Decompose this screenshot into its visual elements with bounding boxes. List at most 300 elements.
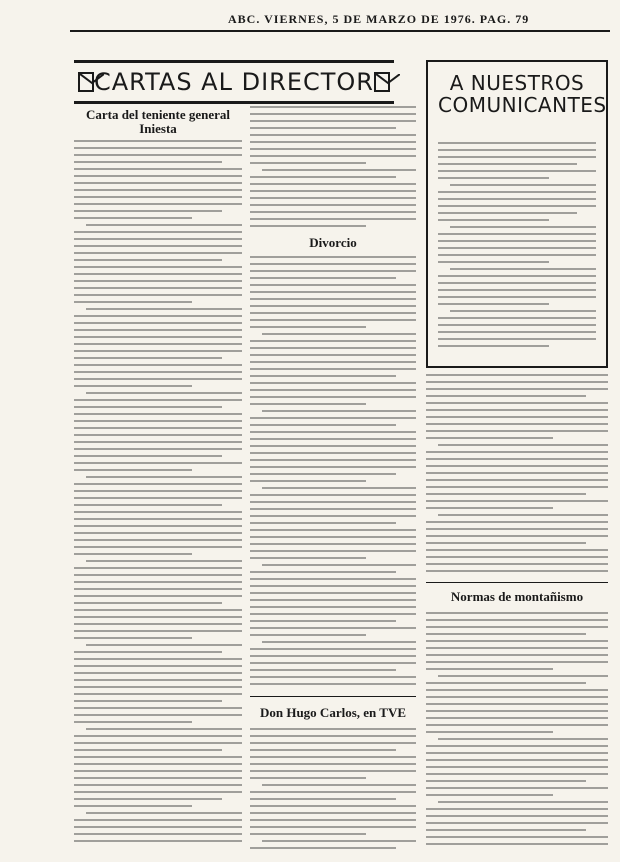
text-line-placeholder <box>438 801 608 803</box>
text-line-placeholder <box>250 445 416 447</box>
text-line-placeholder <box>426 654 608 656</box>
text-line-placeholder <box>74 742 242 744</box>
text-line-placeholder <box>74 546 242 548</box>
text-line-placeholder <box>250 354 416 356</box>
text-line-placeholder <box>426 689 608 691</box>
text-line-placeholder <box>426 766 608 768</box>
article-body-placeholder <box>426 374 608 577</box>
text-line-placeholder <box>426 423 608 425</box>
text-line-placeholder <box>74 497 242 499</box>
text-line-placeholder <box>86 476 242 478</box>
text-line-placeholder <box>426 808 608 810</box>
text-line-placeholder <box>74 161 222 163</box>
text-line-placeholder <box>74 231 242 233</box>
text-line-placeholder <box>426 815 608 817</box>
text-line-placeholder <box>74 581 242 583</box>
text-line-placeholder <box>250 347 416 349</box>
text-line-placeholder <box>438 205 596 207</box>
text-line-placeholder <box>250 298 416 300</box>
text-line-placeholder <box>250 113 416 115</box>
text-line-placeholder <box>74 462 242 464</box>
text-line-placeholder <box>262 641 416 643</box>
text-line-placeholder <box>438 247 596 249</box>
text-line-placeholder <box>426 451 608 453</box>
article-body-placeholder <box>74 140 242 847</box>
text-line-placeholder <box>74 252 242 254</box>
text-line-placeholder <box>250 211 416 213</box>
text-line-placeholder <box>74 658 242 660</box>
text-line-placeholder <box>74 511 242 513</box>
text-line-placeholder <box>250 389 416 391</box>
text-line-placeholder <box>86 728 242 730</box>
text-line-placeholder <box>74 147 242 149</box>
text-line-placeholder <box>74 805 192 807</box>
text-line-placeholder <box>250 676 416 678</box>
text-line-placeholder <box>250 501 416 503</box>
text-line-placeholder <box>426 829 586 831</box>
text-line-placeholder <box>250 627 416 629</box>
text-line-placeholder <box>250 148 416 150</box>
text-line-placeholder <box>86 308 242 310</box>
text-line-placeholder <box>74 287 242 289</box>
envelope-icon <box>78 72 94 92</box>
text-line-placeholder <box>74 301 192 303</box>
text-line-placeholder <box>74 469 192 471</box>
text-line-placeholder <box>74 280 242 282</box>
text-line-placeholder <box>426 647 608 649</box>
text-line-placeholder <box>250 225 366 227</box>
text-line-placeholder <box>74 651 222 653</box>
text-line-placeholder <box>250 361 416 363</box>
text-line-placeholder <box>250 599 416 601</box>
text-line-placeholder <box>74 483 242 485</box>
text-line-placeholder <box>250 452 416 454</box>
text-line-placeholder <box>250 805 416 807</box>
text-line-placeholder <box>426 416 608 418</box>
text-line-placeholder <box>74 763 242 765</box>
text-line-placeholder <box>74 623 242 625</box>
text-line-placeholder <box>426 703 608 705</box>
text-line-placeholder <box>250 522 396 524</box>
text-line-placeholder <box>438 303 549 305</box>
text-line-placeholder <box>74 630 242 632</box>
text-line-placeholder <box>250 176 396 178</box>
text-line-placeholder <box>438 317 596 319</box>
text-line-placeholder <box>74 721 192 723</box>
text-line-placeholder <box>426 535 608 537</box>
text-line-placeholder <box>74 385 192 387</box>
text-line-placeholder <box>426 780 586 782</box>
text-line-placeholder <box>262 333 416 335</box>
text-line-placeholder <box>74 427 242 429</box>
text-line-placeholder <box>74 504 222 506</box>
text-line-placeholder <box>426 822 608 824</box>
text-line-placeholder <box>74 448 242 450</box>
text-line-placeholder <box>426 633 586 635</box>
text-line-placeholder <box>250 134 416 136</box>
text-line-placeholder <box>74 700 222 702</box>
text-line-placeholder <box>438 149 596 151</box>
text-line-placeholder <box>250 127 396 129</box>
headline-hugo-carlos: Don Hugo Carlos, en TVE <box>259 705 407 720</box>
text-line-placeholder <box>426 696 608 698</box>
text-line-placeholder <box>262 784 416 786</box>
text-line-placeholder <box>250 494 416 496</box>
text-line-placeholder <box>74 350 242 352</box>
text-line-placeholder <box>250 529 416 531</box>
text-line-placeholder <box>250 277 396 279</box>
headline-montanismo: Normas de montañismo <box>450 589 584 604</box>
text-line-placeholder <box>250 735 416 737</box>
text-line-placeholder <box>250 571 396 573</box>
text-line-placeholder <box>426 458 608 460</box>
text-line-placeholder <box>438 338 596 340</box>
text-line-placeholder <box>438 163 577 165</box>
text-line-placeholder <box>426 717 608 719</box>
text-line-placeholder <box>438 177 549 179</box>
text-line-placeholder <box>250 396 416 398</box>
text-line-placeholder <box>250 141 416 143</box>
text-line-placeholder <box>426 500 608 502</box>
text-line-placeholder <box>426 409 608 411</box>
text-line-placeholder <box>426 465 608 467</box>
text-line-placeholder <box>250 819 416 821</box>
text-line-placeholder <box>74 441 242 443</box>
text-line-placeholder <box>74 672 242 674</box>
text-line-placeholder <box>426 836 608 838</box>
text-line-placeholder <box>426 479 608 481</box>
text-line-placeholder <box>250 728 416 730</box>
text-line-placeholder <box>426 570 608 572</box>
text-line-placeholder <box>426 402 608 404</box>
text-line-placeholder <box>426 612 608 614</box>
text-line-placeholder <box>74 553 192 555</box>
text-line-placeholder <box>86 644 242 646</box>
text-line-placeholder <box>250 536 416 538</box>
text-line-placeholder <box>438 324 596 326</box>
text-line-placeholder <box>74 182 242 184</box>
text-line-placeholder <box>250 291 416 293</box>
text-line-placeholder <box>250 543 416 545</box>
text-line-placeholder <box>250 284 416 286</box>
text-line-placeholder <box>438 282 596 284</box>
notice-box-body-placeholder <box>438 142 596 352</box>
section-title: CARTAS AL DIRECTOR <box>94 68 374 96</box>
text-line-placeholder <box>250 382 416 384</box>
text-line-placeholder <box>250 431 416 433</box>
text-line-placeholder <box>426 381 608 383</box>
text-line-placeholder <box>74 315 242 317</box>
text-line-placeholder <box>426 486 608 488</box>
text-line-placeholder <box>262 840 416 842</box>
text-line-placeholder <box>426 507 553 509</box>
text-line-placeholder <box>86 392 242 394</box>
text-line-placeholder <box>250 683 416 685</box>
text-line-placeholder <box>250 508 416 510</box>
text-line-placeholder <box>250 270 416 272</box>
text-line-placeholder <box>438 738 608 740</box>
text-line-placeholder <box>250 592 416 594</box>
text-line-placeholder <box>426 710 608 712</box>
text-line-placeholder <box>438 156 596 158</box>
text-line-placeholder <box>250 120 416 122</box>
text-line-placeholder <box>262 487 416 489</box>
text-line-placeholder <box>250 826 416 828</box>
text-line-placeholder <box>74 637 192 639</box>
text-line-placeholder <box>74 714 242 716</box>
text-line-placeholder <box>250 557 366 559</box>
text-line-placeholder <box>250 190 416 192</box>
text-line-placeholder <box>74 175 242 177</box>
text-line-placeholder <box>74 770 242 772</box>
text-line-placeholder <box>74 784 242 786</box>
text-line-placeholder <box>74 364 242 366</box>
text-line-placeholder <box>250 756 416 758</box>
text-line-placeholder <box>438 219 549 221</box>
text-line-placeholder <box>250 578 416 580</box>
text-line-placeholder <box>250 812 416 814</box>
text-line-placeholder <box>250 368 416 370</box>
text-line-placeholder <box>74 791 242 793</box>
text-line-placeholder <box>426 759 608 761</box>
text-line-placeholder <box>250 417 416 419</box>
text-line-placeholder <box>74 154 242 156</box>
text-line-placeholder <box>250 106 416 108</box>
text-line-placeholder <box>74 371 242 373</box>
text-line-placeholder <box>250 319 416 321</box>
text-line-placeholder <box>438 289 596 291</box>
text-line-placeholder <box>426 556 608 558</box>
text-line-placeholder <box>74 238 242 240</box>
text-line-placeholder <box>426 472 608 474</box>
text-line-placeholder <box>438 296 596 298</box>
text-line-placeholder <box>250 847 396 849</box>
text-line-placeholder <box>74 357 222 359</box>
text-line-placeholder <box>426 542 586 544</box>
text-line-placeholder <box>250 480 366 482</box>
masthead-rule <box>70 30 610 32</box>
divider <box>426 582 608 583</box>
text-line-placeholder <box>74 196 242 198</box>
text-line-placeholder <box>74 189 242 191</box>
text-line-placeholder <box>250 620 396 622</box>
text-line-placeholder <box>450 226 596 228</box>
text-line-placeholder <box>74 413 242 415</box>
text-line-placeholder <box>74 336 242 338</box>
text-line-placeholder <box>250 155 416 157</box>
text-line-placeholder <box>74 798 222 800</box>
text-line-placeholder <box>438 212 577 214</box>
text-line-placeholder <box>74 399 242 401</box>
text-line-placeholder <box>250 197 416 199</box>
text-line-placeholder <box>426 682 586 684</box>
text-line-placeholder <box>74 490 242 492</box>
text-line-placeholder <box>74 273 242 275</box>
text-line-placeholder <box>438 275 596 277</box>
text-line-placeholder <box>426 493 586 495</box>
text-line-placeholder <box>250 218 416 220</box>
text-line-placeholder <box>74 455 222 457</box>
text-line-placeholder <box>74 434 242 436</box>
text-line-placeholder <box>250 305 416 307</box>
text-line-placeholder <box>426 619 608 621</box>
text-line-placeholder <box>250 648 416 650</box>
article-body-placeholder <box>250 106 416 232</box>
text-line-placeholder <box>438 142 596 144</box>
text-line-placeholder <box>250 438 416 440</box>
text-line-placeholder <box>250 833 366 835</box>
text-line-placeholder <box>250 183 416 185</box>
text-line-placeholder <box>86 560 242 562</box>
text-line-placeholder <box>426 745 608 747</box>
text-line-placeholder <box>74 294 242 296</box>
text-line-placeholder <box>250 791 416 793</box>
text-line-placeholder <box>438 331 596 333</box>
text-line-placeholder <box>426 731 553 733</box>
text-line-placeholder <box>250 466 416 468</box>
text-line-placeholder <box>250 326 366 328</box>
text-line-placeholder <box>438 240 596 242</box>
text-line-placeholder <box>74 266 242 268</box>
text-line-placeholder <box>250 424 396 426</box>
text-line-placeholder <box>426 374 608 376</box>
text-line-placeholder <box>438 254 596 256</box>
text-line-placeholder <box>250 662 416 664</box>
section-banner <box>74 60 394 104</box>
text-line-placeholder <box>74 819 242 821</box>
text-line-placeholder <box>438 444 608 446</box>
text-line-placeholder <box>250 585 416 587</box>
text-line-placeholder <box>250 473 396 475</box>
text-line-placeholder <box>74 616 242 618</box>
notice-box-title: A NUESTROS COMUNICANTES <box>438 71 607 117</box>
text-line-placeholder <box>250 459 416 461</box>
text-line-placeholder <box>438 170 596 172</box>
text-line-placeholder <box>250 669 396 671</box>
text-line-placeholder <box>74 665 242 667</box>
text-line-placeholder <box>250 655 416 657</box>
text-line-placeholder <box>250 798 396 800</box>
text-line-placeholder <box>74 329 242 331</box>
text-line-placeholder <box>74 378 242 380</box>
text-line-placeholder <box>74 588 242 590</box>
text-line-placeholder <box>74 343 242 345</box>
text-line-placeholder <box>250 606 416 608</box>
text-line-placeholder <box>426 752 608 754</box>
text-line-placeholder <box>426 437 553 439</box>
text-line-placeholder <box>426 724 608 726</box>
article-body-placeholder <box>250 256 416 690</box>
text-line-placeholder <box>74 245 242 247</box>
text-line-placeholder <box>438 261 549 263</box>
text-line-placeholder <box>74 826 242 828</box>
text-line-placeholder <box>262 410 416 412</box>
text-line-placeholder <box>74 539 242 541</box>
text-line-placeholder <box>426 549 608 551</box>
text-line-placeholder <box>250 749 396 751</box>
text-line-placeholder <box>74 567 242 569</box>
text-line-placeholder <box>86 812 242 814</box>
notice-box <box>426 60 608 368</box>
text-line-placeholder <box>438 345 549 347</box>
masthead: ABC. VIERNES, 5 DE MARZO DE 1976. PAG. 79 <box>228 12 530 26</box>
text-line-placeholder <box>74 259 222 261</box>
text-line-placeholder <box>74 168 242 170</box>
text-line-placeholder <box>438 198 596 200</box>
text-line-placeholder <box>74 574 242 576</box>
text-line-placeholder <box>426 521 608 523</box>
text-line-placeholder <box>250 204 416 206</box>
text-line-placeholder <box>250 515 416 517</box>
text-line-placeholder <box>74 735 242 737</box>
text-line-placeholder <box>74 406 222 408</box>
headline-divorcio: Divorcio <box>309 235 357 250</box>
text-line-placeholder <box>262 169 416 171</box>
text-line-placeholder <box>250 742 416 744</box>
text-line-placeholder <box>74 833 242 835</box>
text-line-placeholder <box>250 550 416 552</box>
text-line-placeholder <box>86 224 242 226</box>
text-line-placeholder <box>438 233 596 235</box>
text-line-placeholder <box>250 256 416 258</box>
text-line-placeholder <box>426 395 586 397</box>
text-line-placeholder <box>74 840 242 842</box>
text-line-placeholder <box>74 609 242 611</box>
text-line-placeholder <box>74 595 242 597</box>
text-line-placeholder <box>426 843 608 845</box>
text-line-placeholder <box>74 679 242 681</box>
text-line-placeholder <box>74 217 192 219</box>
text-line-placeholder <box>74 140 242 142</box>
article-body-placeholder <box>250 728 416 854</box>
text-line-placeholder <box>426 626 608 628</box>
text-line-placeholder <box>426 388 608 390</box>
text-line-placeholder <box>74 749 222 751</box>
text-line-placeholder <box>74 777 242 779</box>
text-line-placeholder <box>250 312 416 314</box>
text-line-placeholder <box>74 518 242 520</box>
text-line-placeholder <box>74 420 242 422</box>
text-line-placeholder <box>426 640 608 642</box>
text-line-placeholder <box>426 668 553 670</box>
text-line-placeholder <box>74 322 242 324</box>
text-line-placeholder <box>450 268 596 270</box>
divider <box>250 696 416 697</box>
text-line-placeholder <box>250 340 416 342</box>
text-line-placeholder <box>250 770 416 772</box>
text-line-placeholder <box>450 310 596 312</box>
text-line-placeholder <box>450 184 596 186</box>
text-line-placeholder <box>74 210 222 212</box>
text-line-placeholder <box>250 613 416 615</box>
article-body-placeholder <box>426 612 608 850</box>
text-line-placeholder <box>438 675 608 677</box>
text-line-placeholder <box>250 777 366 779</box>
text-line-placeholder <box>426 661 608 663</box>
text-line-placeholder <box>74 693 242 695</box>
text-line-placeholder <box>74 756 242 758</box>
text-line-placeholder <box>250 403 366 405</box>
text-line-placeholder <box>426 787 608 789</box>
text-line-placeholder <box>426 430 608 432</box>
text-line-placeholder <box>250 162 366 164</box>
text-line-placeholder <box>250 263 416 265</box>
envelope-icon <box>374 72 390 92</box>
text-line-placeholder <box>74 686 242 688</box>
text-line-placeholder <box>250 763 416 765</box>
text-line-placeholder <box>438 514 608 516</box>
text-line-placeholder <box>426 773 608 775</box>
